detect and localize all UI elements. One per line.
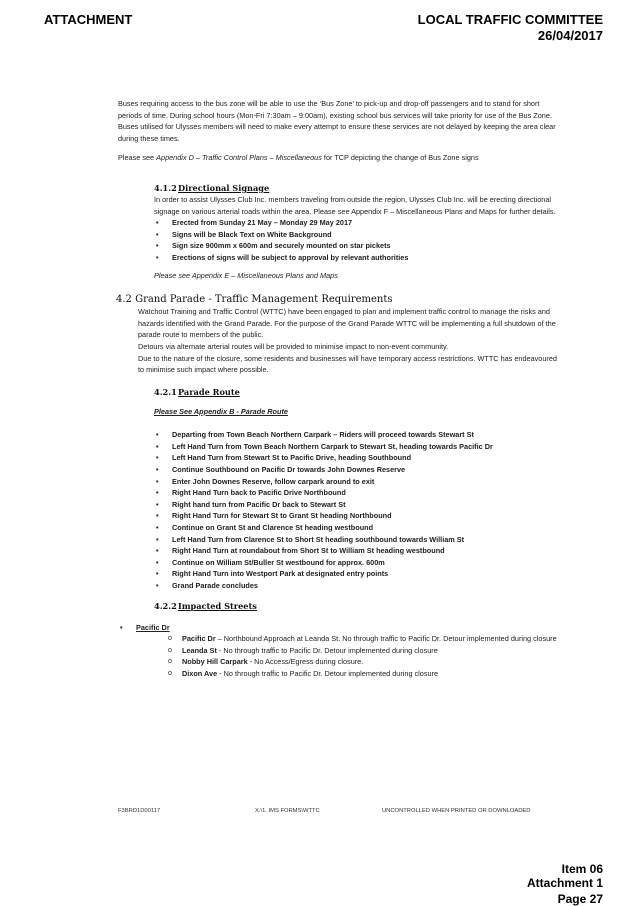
attachment-label: ATTACHMENT xyxy=(44,12,133,27)
street-detail: - No through traffic to Pacific Dr. Detour implemented during closure xyxy=(217,668,439,678)
section-4-2-heading: 4.2 Grand Parade - Traffic Management Requirements xyxy=(116,294,393,306)
heading-title: Parade Route xyxy=(178,386,240,397)
appendix-d-link: Appendix D – Traffic Control Plans – Miscellaneous xyxy=(156,153,322,163)
list-item: • Departing from Town Beach Northern Carpark – Riders will proceed towards Stewart St xyxy=(154,429,558,441)
street-name: Pacific Dr xyxy=(182,634,216,644)
list-item xyxy=(118,622,558,634)
attachment-number: Attachment 1 xyxy=(526,876,603,890)
heading-4-2-2 xyxy=(154,600,558,612)
appendix-e-note: Please see Appendix E – Miscellaneous Plans and Maps xyxy=(154,270,338,280)
list-item: • Grand Parade concludes xyxy=(154,580,558,592)
street-detail: - No Access/Egress during closure. xyxy=(247,657,364,667)
street-name: Leanda St xyxy=(182,645,217,655)
list-item xyxy=(168,668,558,680)
list-item: • Right Hand Turn back to Pacific Drive Northbound xyxy=(154,487,558,499)
heading-number: 4.2.2 xyxy=(154,600,177,611)
directional-signage-text: In order to assist Ulysses Club Inc. members traveling from outside the region, Ulysses Club Inc. will be erecting directional signage on various arterial roads within the area. Please see Appendix F – Miscellaneous Plans and Maps for further details. xyxy=(154,194,556,216)
street-name: Pacific Dr xyxy=(136,622,170,632)
list-item: • Right hand turn from Pacific Dr back to Stewart St xyxy=(154,499,558,511)
list-item: • Left Hand Turn from Town Beach Northern Carpark to Stewart St, heading towards Pacific Dr xyxy=(154,441,558,453)
appendix-d-reference xyxy=(118,152,558,164)
list-item: • Erected from Sunday 21 May – Monday 29 May 2017 xyxy=(154,217,558,229)
list-item: • Right Hand Turn into Westport Park at designated entry points xyxy=(154,568,558,580)
list-item: • Signs will be Black Text on White Background xyxy=(154,229,558,241)
list-item xyxy=(168,645,558,657)
heading-number: 4.2.1 xyxy=(154,386,177,397)
list-item: • Left Hand Turn from Clarence St to Short St heading southbound towards William St xyxy=(154,534,558,546)
list-item xyxy=(168,656,558,668)
signage-list xyxy=(118,217,558,263)
footer-path: X:\1. IMS FORMS\WTTC xyxy=(255,808,320,814)
street-name: Nobby Hill Carpark xyxy=(182,657,248,667)
heading-4-2-1 xyxy=(154,386,558,398)
closure-text: Due to the nature of the closure, some residents and businesses will have temporary access restrictions. WTTC has endeavoured to minimise such impact where possible. xyxy=(138,353,557,375)
list-item: • Erections of signs will be subject to approval by relevant authorities xyxy=(154,252,558,264)
ref-suffix: for TCP depicting the change of Bus Zone signs xyxy=(321,153,479,163)
committee-title: LOCAL TRAFFIC COMMITTEE xyxy=(417,12,603,27)
document-header xyxy=(418,12,603,44)
list-item: • Continue on William St/Buller St westbound for approx. 600m xyxy=(154,557,558,569)
grand-parade-text: Watchout Training and Traffic Control (WTTC) have been engaged to plan and implement traffic control to manage the risks and hazards identified with the Grand Parade. For the purpose of the Grand Parade WTTC will be implementing a full shutdown of the parade route to members of the public. xyxy=(138,307,556,340)
list-item: • Right Hand Turn at roundabout from Short St to William St heading westbound xyxy=(154,545,558,557)
document-body xyxy=(118,98,558,680)
list-item: • Left Hand Turn from Stewart St to Pacific Drive, heading Southbound xyxy=(154,452,558,464)
detour-text: Detours via alternate arterial routes will be provided to minimise impact to non-event community. xyxy=(138,341,449,351)
list-item: • Right Hand Turn for Stewart St to Grant St heading Northbound xyxy=(154,510,558,522)
list-item: • Continue on Grant St and Clarence St heading westbound xyxy=(154,522,558,534)
footer-code: F3BRD1D00117 xyxy=(118,808,161,814)
header-date: 26/04/2017 xyxy=(537,28,603,43)
list-item: • Continue Southbound on Pacific Dr towards John Downes Reserve xyxy=(154,464,558,476)
appendix-b-reference: Please See Appendix B - Parade Route xyxy=(154,406,288,416)
ref-prefix: Please see xyxy=(118,153,157,163)
street-detail: - No through traffic to Pacific Dr. Detour implemented during closure xyxy=(216,645,438,655)
list-item xyxy=(168,633,558,645)
list-item: • Enter John Downes Reserve, follow carpark around to exit xyxy=(154,476,558,488)
list-item: • Sign size 900mm x 600m and securely mounted on star pickets xyxy=(154,240,558,252)
impacted-substreets-list xyxy=(118,633,558,679)
heading-title: Impacted Streets xyxy=(178,600,257,611)
page-number: Page 27 xyxy=(557,892,603,906)
heading-title: Directional Signage xyxy=(178,182,270,193)
street-detail: – Northbound Approach at Leanda St. No through traffic to Pacific Dr. Detour implemented during closure xyxy=(215,634,557,644)
item-number: Item 06 xyxy=(561,862,603,876)
footer-notice: UNCONTROLLED WHEN PRINTED OR DOWNLOADED xyxy=(382,808,531,814)
bus-zone-paragraph: Buses requiring access to the bus zone will be able to use the ‘Bus Zone’ to pick-up and drop-off passengers and to stand for short periods of time. During school hours (Mon-Fri 7:30am – 9:00am), existing school bus services will take priority for use of the Bus Zone. Buses utilised for Ulysses members will need to make every attempt to ensure these services are not delayed by keeping the area clear during these times. xyxy=(118,99,556,143)
street-name: Dixon Ave xyxy=(182,668,218,678)
heading-number: 4.1.2 xyxy=(154,182,177,193)
impacted-streets-list xyxy=(118,622,558,634)
heading-4-1-2 xyxy=(154,182,558,194)
parade-route-list xyxy=(118,429,558,591)
